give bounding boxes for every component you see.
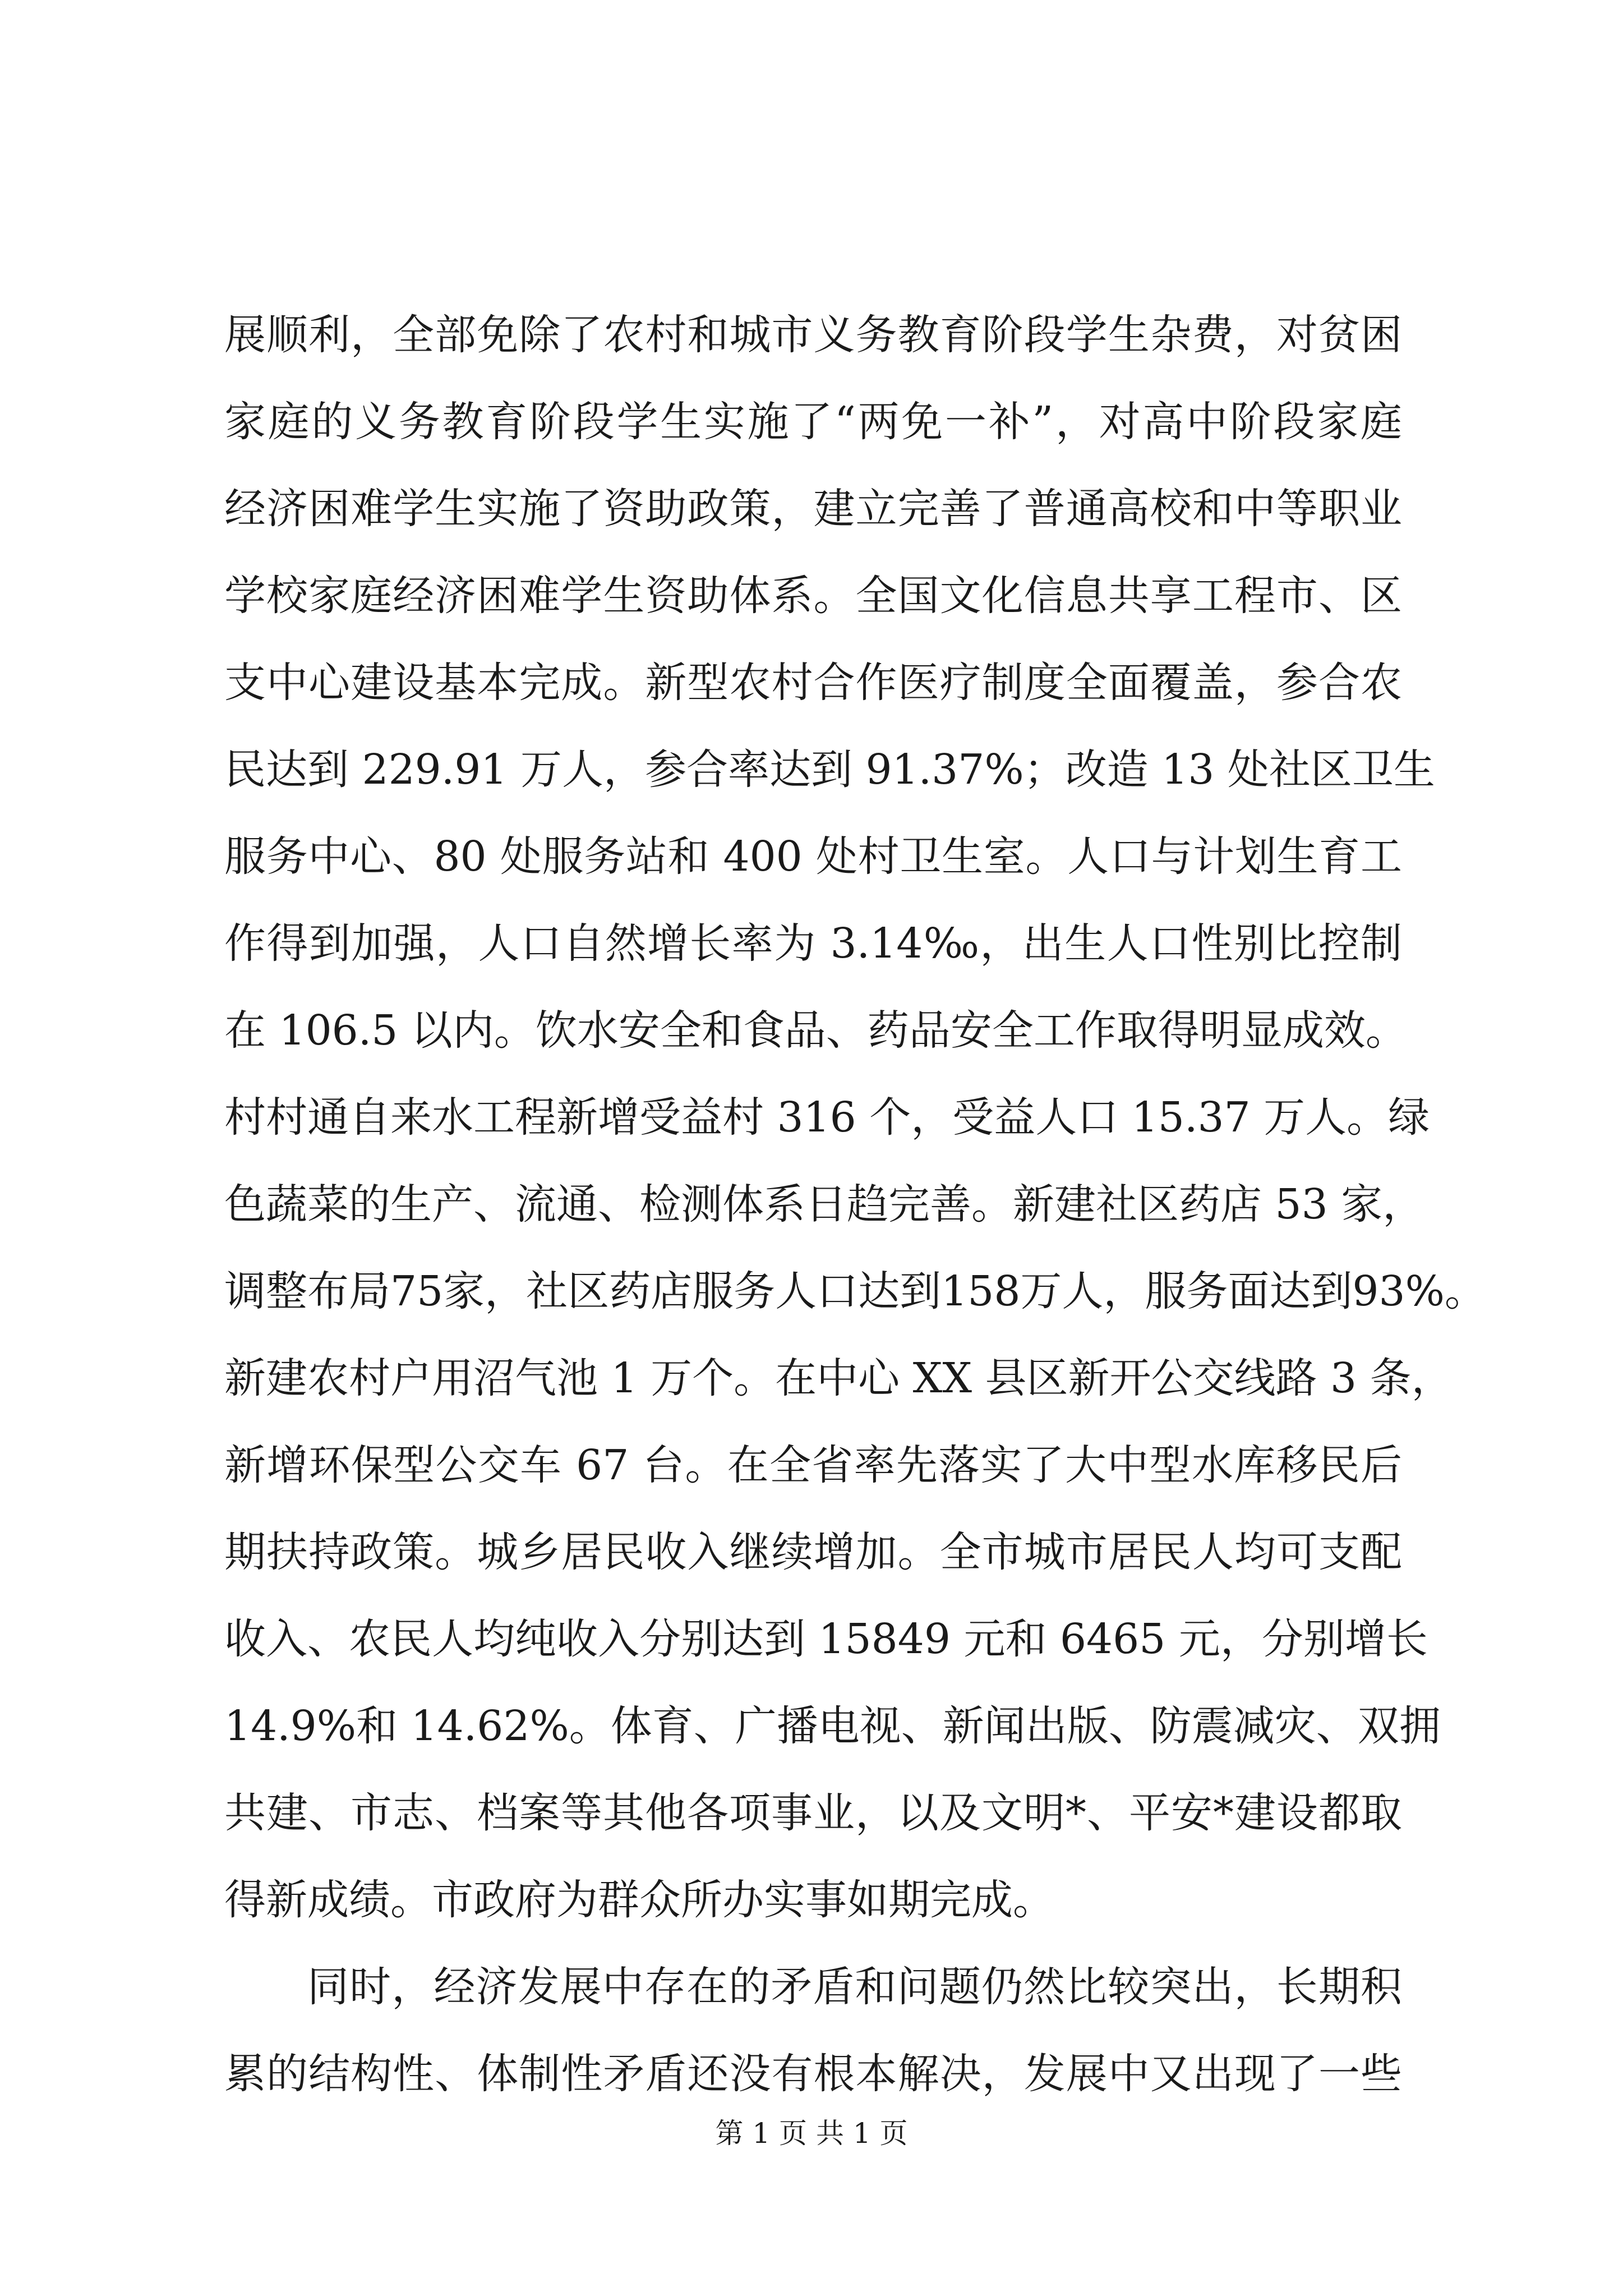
text-line: 作得到加强，人口自然增长率为 3.14‰，出生人口性别比控制 bbox=[224, 919, 1402, 968]
page-footer bbox=[0, 2114, 1623, 2153]
text-line: 收入、农民人均纯收入分别达到 15849 元和 6465 元，分别增长 bbox=[224, 1615, 1428, 1663]
text-line: 调整布局75家，社区药店服务人口达到158万人，服务面达到93%。 bbox=[224, 1267, 1486, 1315]
text-line: 累的结构性、体制性矛盾还没有根本解决，发展中又出现了一些 bbox=[224, 2050, 1402, 2098]
text-line: 期扶持政策。城乡居民收入继续增加。全市城市居民人均可支配 bbox=[224, 1528, 1402, 1576]
text-line: 民达到 229.91 万人，参合率达到 91.37%；改造 13 处社区卫生 bbox=[224, 746, 1435, 794]
text-line: 展顺利，全部免除了农村和城市义务教育阶段学生杂费，对贫困 bbox=[224, 311, 1402, 359]
text-line: 村村通自来水工程新增受益村 316 个，受益人口 15.37 万人。绿 bbox=[224, 1093, 1430, 1142]
text-line: 得新成绩。市政府为群众所办实事如期完成。 bbox=[224, 1876, 1054, 1924]
text-line: 学校家庭经济困难学生资助体系。全国文化信息共享工程市、区 bbox=[224, 572, 1402, 620]
text-line: 14.9%和 14.62%。体育、广播电视、新闻出版、防震减灾、双拥 bbox=[224, 1702, 1441, 1750]
text-line: 在 106.5 以内。饮水安全和食品、药品安全工作取得明显成效。 bbox=[224, 1006, 1407, 1055]
body-text bbox=[224, 292, 1486, 2118]
text-line: 新建农村户用沼气池 1 万个。在中心 XX 县区新开公交线路 3 条， bbox=[224, 1354, 1453, 1402]
text-line: 家庭的义务教育阶段学生实施了“两免一补”，对高中阶段家庭 bbox=[224, 398, 1402, 446]
text-line: 同时，经济发展中存在的矛盾和问题仍然比较突出，长期积 bbox=[307, 1963, 1402, 2011]
text-line: 共建、市志、档案等其他各项事业，以及文明*、平安*建设都取 bbox=[224, 1789, 1402, 1837]
text-line: 支中心建设基本完成。新型农村合作医疗制度全面覆盖，参合农 bbox=[224, 659, 1402, 707]
text-line: 新增环保型公交车 67 台。在全省率先落实了大中型水库移民后 bbox=[224, 1441, 1402, 1489]
text-line: 色蔬菜的生产、流通、检测体系日趋完善。新建社区药店 53 家， bbox=[224, 1180, 1424, 1228]
page-number: 第 1 页 共 1 页 bbox=[715, 2117, 908, 2150]
text-line: 服务中心、80 处服务站和 400 处村卫生室。人口与计划生育工 bbox=[224, 832, 1402, 881]
text-line: 经济困难学生实施了资助政策，建立完善了普通高校和中等职业 bbox=[224, 485, 1402, 533]
